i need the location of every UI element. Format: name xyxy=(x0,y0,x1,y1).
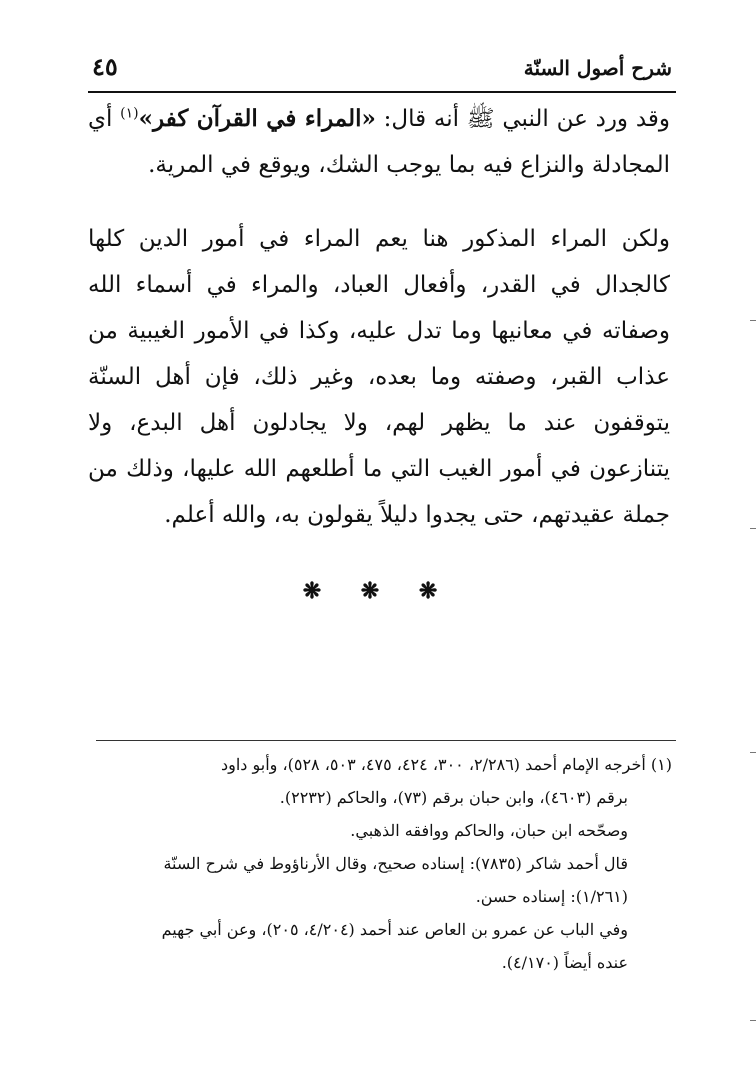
main-text xyxy=(88,96,670,538)
footnote-reference[interactable]: (١) xyxy=(120,105,139,122)
paragraph-1-rest: أي المجادلة والنزاع فيه بما يوجب الشك، ويوقع في المرية. xyxy=(88,106,670,178)
running-header xyxy=(88,50,676,90)
paragraph-1 xyxy=(88,96,670,188)
header-rule xyxy=(88,91,676,93)
footnote-rule xyxy=(96,740,676,741)
scan-edge-mark xyxy=(750,1020,756,1021)
paragraph-1-intro: وقد ورد عن النبي ﷺ أنه قال: xyxy=(375,106,670,132)
footnote-line: (١) أخرجه الإمام أحمد (٢/٢٨٦، ٣٠٠، ٤٢٤، ٤٧٥، ٥٠٣، ٥٢٨)، وأبو داود xyxy=(220,755,672,774)
page-number: ٤٥ xyxy=(92,52,118,81)
footnote-line: وصحّحه ابن حبان، والحاكم ووافقه الذهبي. xyxy=(350,821,628,840)
footnote-line: عنده أيضاً (٤/١٧٠). xyxy=(501,953,628,972)
scan-edge-mark xyxy=(750,320,756,321)
footnote-line: (١/٢٦١): إسناده حسن. xyxy=(475,887,628,906)
section-separator: ❋ ❋ ❋ xyxy=(302,578,454,604)
scan-edge-mark xyxy=(750,752,756,753)
footnote-line: وفي الباب عن عمرو بن العاص عند أحمد (٤/٢٠٤، ٢٠٥)، وعن أبي جهيم xyxy=(161,920,628,939)
footnotes xyxy=(96,748,672,979)
footnote-line: برقم (٤٦٠٣)، وابن حبان برقم (٧٣)، والحاكم (٢٢٣٢). xyxy=(279,788,628,807)
footnote-line: قال أحمد شاكر (٧٨٣٥): إسناده صحيح، وقال الأرناؤوط في شرح السنّة xyxy=(163,854,628,873)
book-title: شرح أصول السنّة xyxy=(523,56,672,80)
paragraph-2: ولكن المراء المذكور هنا يعم المراء في أمور الدين كلها كالجدال في القدر، وأفعال العباد، والمراء في أسماء الله وصفاته في معانيها وما تدل عليه، وكذا في الأمور الغيبية من عذاب القبر، وصفته وما بعده، وغير ذلك، فإن أهل السنّة يتوقفون عند ما يظهر لهم، ولا يجادلون أهل البدع، ولا يتنازعون في أمور الغيب التي ما أطلعهم الله عليها، وذلك من جملة عقيدتهم، حتى يجدوا دليلاً يقولون به، والله أعلم. xyxy=(88,226,670,528)
scan-edge-mark xyxy=(750,528,756,529)
hadith-quote: «المراء في القرآن كفر» xyxy=(138,105,376,132)
